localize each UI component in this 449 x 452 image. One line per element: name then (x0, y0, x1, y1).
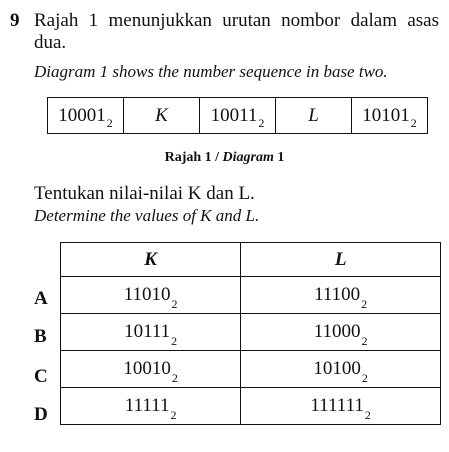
option-a-k: $11010_2$ (61, 277, 241, 314)
sequence-term-k: K (124, 98, 200, 133)
option-c-k: $10010_2$ (61, 351, 241, 388)
option-row-c[interactable] (61, 351, 441, 388)
option-d-l: $111111_2$ (241, 388, 441, 425)
option-row-d[interactable] (61, 388, 441, 425)
option-letter-c: C (34, 366, 48, 387)
option-a-l: $11100_2$ (241, 277, 441, 314)
header-k: K (61, 243, 241, 277)
number-sequence (47, 97, 428, 134)
answer-options-table (60, 242, 441, 425)
table-header-row (61, 243, 441, 277)
option-letter-b: B (34, 326, 47, 347)
sequence-term-3: 10011 2 (200, 98, 276, 133)
option-letter-a: A (34, 288, 48, 309)
diagram-caption: Rajah 1 / Diagram 1 (164, 150, 285, 165)
question-text-malay: Rajah 1 menunjukkan urutan nombor dalam asas dua. (34, 10, 439, 53)
option-c-l: $10100_2$ (241, 351, 441, 388)
option-b-k: $10111_2$ (61, 314, 241, 351)
question-text-english: Diagram 1 shows the number sequence in base two. (34, 62, 388, 81)
option-letter-d: D (34, 404, 48, 425)
option-d-k: $11111_2$ (61, 388, 241, 425)
question-number: 9 (10, 10, 20, 31)
option-row-b[interactable] (61, 314, 441, 351)
sequence-term-l: L (276, 98, 352, 133)
header-l: L (241, 243, 441, 277)
option-row-a[interactable] (61, 277, 441, 314)
sequence-term-5: 10101 2 (362, 104, 417, 130)
instruction-english: Determine the values of K and L. (34, 206, 260, 225)
instruction-malay: Tentukan nilai-nilai K dan L. (34, 183, 255, 204)
sequence-term-1: 10001 2 (48, 98, 124, 133)
option-b-l: $11000_2$ (241, 314, 441, 351)
